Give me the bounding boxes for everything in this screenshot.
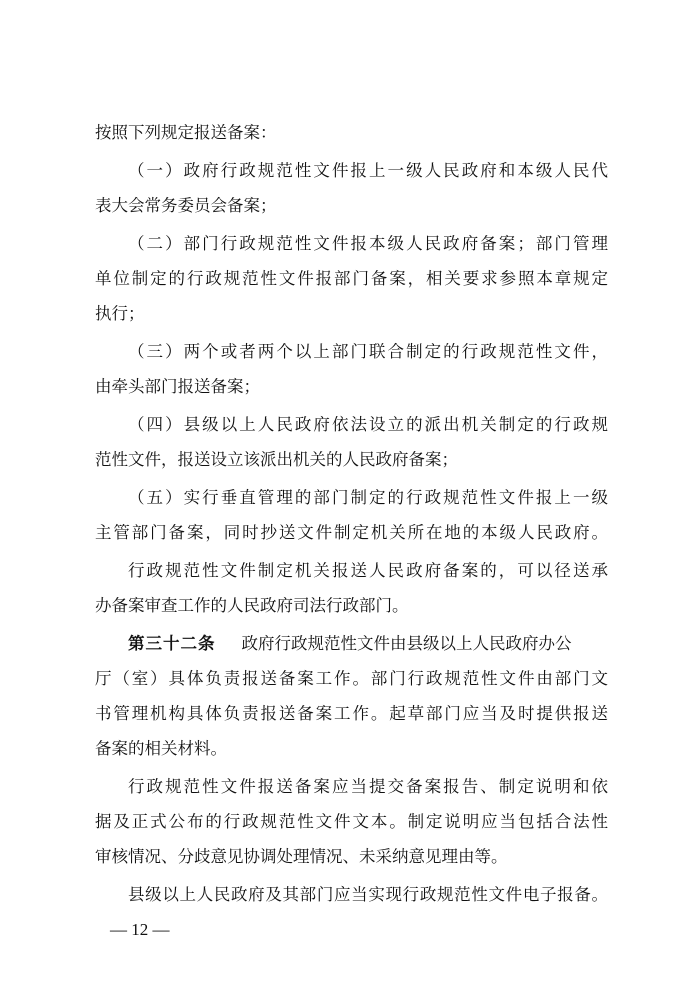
- text-line: 主管部门备案，同时抄送文件制定机关所在地的本级人民政府。: [95, 523, 608, 542]
- text-line: 执行；: [95, 304, 145, 323]
- text-line: 行政规范性文件报送备案应当提交备案报告、制定说明和依: [128, 777, 608, 796]
- text-line: 由牵头部门报送备案；: [95, 377, 260, 396]
- article-text: 政府行政规范性文件由县级以上人民政府办公: [241, 634, 572, 653]
- text-line: 厅（室）具体负责报送备案工作。部门行政规范性文件由部门文: [95, 669, 608, 688]
- text-line: 县级以上人民政府及其部门应当实现行政规范性文件电子报备。: [128, 885, 608, 904]
- text-line: 单位制定的行政规范性文件报部门备案，相关要求参照本章规定: [95, 269, 608, 288]
- text-line: （一）政府行政规范性文件报上一级人民政府和本级人民代: [128, 161, 608, 180]
- text-line: 范性文件，报送设立该派出机关的人民政府备案；: [95, 450, 458, 469]
- text-line: 备案的相关材料。: [95, 739, 227, 758]
- article-line: [128, 633, 608, 655]
- text-line: （三）两个或者两个以上部门联合制定的行政规范性文件，: [128, 342, 608, 361]
- text-line: 据及正式公布的行政规范性文件文本。制定说明应当包括合法性: [95, 812, 608, 831]
- text-line: 书管理机构具体负责报送备案工作。起草部门应当及时提供报送: [95, 704, 608, 723]
- text-line: 审核情况、分歧意见协调处理情况、未采纳意见理由等。: [95, 847, 508, 866]
- article-heading: 第三十二条: [128, 634, 216, 653]
- text-line: 行政规范性文件制定机关报送人民政府备案的，可以径送承: [128, 561, 608, 580]
- text-line: 办备案审查工作的人民政府司法行政部门。: [95, 596, 409, 615]
- text-line: 按照下列规定报送备案：: [95, 123, 277, 142]
- text-line: （二）部门行政规范性文件报本级人民政府备案；部门管理: [128, 234, 608, 253]
- text-line: （五）实行垂直管理的部门制定的行政规范性文件报上一级: [128, 488, 608, 507]
- text-line: 表大会常务委员会备案；: [95, 196, 277, 215]
- text-line: （四）县级以上人民政府依法设立的派出机关制定的行政规: [128, 415, 608, 434]
- page-number: — 12 —: [110, 920, 170, 939]
